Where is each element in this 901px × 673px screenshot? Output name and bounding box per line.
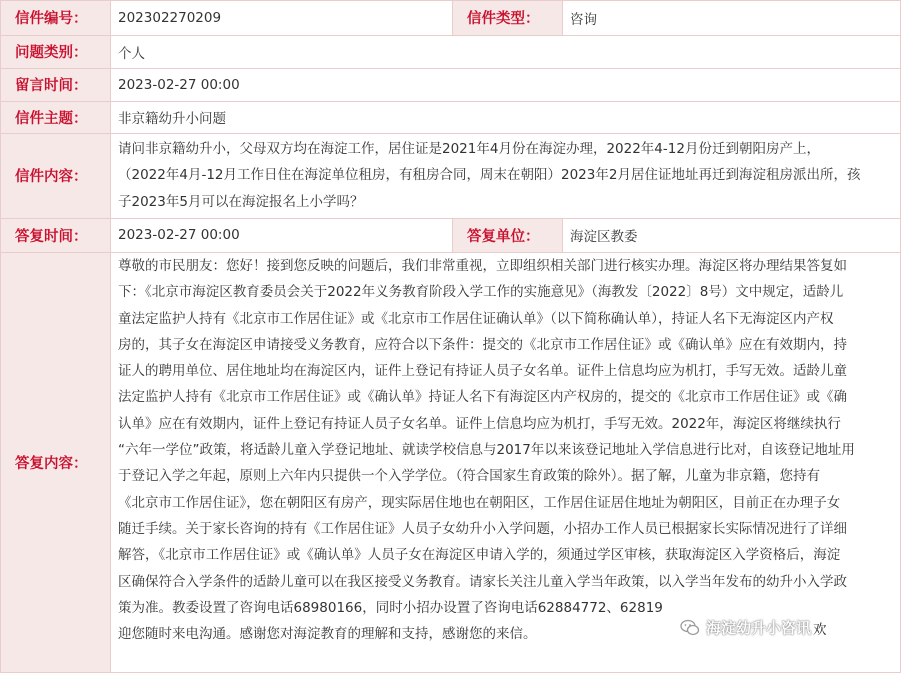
reply-line: 童法定监护人持有《北京市工作居住证》或《北京市工作居住证确认单》（以下简称确认单），持证人名下无海淀区内产权 — [118, 310, 834, 327]
reply-line: 《北京市工作居住证》，您在朝阳区有房产，现实际居住地也在朝阳区，工作居住证居住地址为朝阳区，目前正在办理子女 — [118, 494, 841, 511]
reply-line: 尊敬的市民朋友：您好！接到您反映的问题后，我们非常重视，立即组织相关部门进行核实办理。海淀区将办理结果答复如 — [118, 258, 847, 274]
letter-no-label: 信件编号： — [0, 0, 110, 35]
subject-label: 信件主题： — [0, 101, 110, 133]
reply-line: 区确保符合入学条件的适龄儿童可以在我区接受义务教育。请家长关注儿童入学当年政策，以入学当年发布的幼升小入学政 — [118, 573, 847, 590]
letter-type-label: 信件类型： — [452, 0, 562, 35]
reply-label: 答复内容： — [0, 252, 110, 673]
grid-line — [0, 101, 901, 102]
reply-line: 解答，《北京市工作居住证》或《确认单》人员子女在海淀区申请入学的，须通过学区审核，获取海淀区入学资格后，海淀 — [118, 547, 841, 564]
grid-line — [0, 35, 901, 36]
reply-line: 证人的聘用单位、居住地址均在海淀区内，证件上登记有持证人员子女名单。证件上信息均应为机打，手写无效。适龄儿童 — [118, 363, 847, 380]
content-label: 信件内容： — [0, 133, 110, 218]
reply-line: 策为准。教委设置了咨询电话68980166，同时小招办设置了咨询电话62884772、62819 — [118, 599, 663, 616]
grid-line — [0, 252, 901, 253]
reply-line: 于登记入学之年起，原则上六年内只提供一个入学学位。（符合国家生育政策的除外）。据了解，儿童为非京籍，您持有 — [118, 468, 820, 485]
reply-unit-value: 海淀区教委 — [562, 218, 901, 252]
reply-value — [110, 252, 901, 673]
grid-line — [0, 0, 1, 673]
content-line: 子2023年5月可以在海淀报名上小学吗？ — [118, 193, 364, 210]
content-value — [110, 133, 901, 218]
content-line: （2022年4月-12月工作日住在海淀单位租房，有租房合同，周末在朝阳）2023年2月居住证地址再迁到海淀租房派出所，孩 — [118, 167, 861, 184]
content-line: 请问非京籍幼升小，父母双方均在海淀工作，居住证是2021年4月份在海淀办理，2022年4-12月份迁到朝阳房产上， — [118, 141, 820, 157]
category-label: 问题类别： — [0, 35, 110, 68]
reply-unit-label: 答复单位： — [452, 218, 562, 252]
watermark — [680, 617, 827, 638]
reply-line: 法定监护人持有《北京市工作居住证》或《确认单》持证人名下有海淀区内产权房的，提交的《北京市工作居住证》或《确 — [118, 389, 847, 406]
grid-line — [0, 0, 901, 1]
letter-type-value: 咨询 — [562, 0, 901, 35]
reply-time-value: 2023-02-27 00:00 — [110, 218, 452, 252]
grid-line — [452, 218, 453, 252]
watermark-text: 海淀幼升小咨讯 — [706, 619, 812, 637]
subject-value: 非京籍幼升小问题 — [110, 101, 901, 133]
message-time-label: 留言时间： — [0, 68, 110, 101]
grid-line — [0, 68, 901, 69]
grid-line — [452, 0, 453, 35]
grid-line — [562, 0, 563, 35]
grid-line — [0, 133, 901, 134]
reply-line: 认单》应在有效期内，证件上登记有持证人员子女名单。证件上信息均应为机打，手写无效。2022年，海淀区将继续执行 — [118, 415, 841, 432]
reply-line: 迎您随时来电沟通。感谢您对海淀教育的理解和支持，感谢您的来信。 — [118, 626, 537, 643]
letter-no-value: 202302270209 — [110, 0, 452, 35]
watermark-tail: 欢 — [813, 621, 827, 638]
grid-line — [562, 218, 563, 252]
grid-line — [0, 218, 901, 219]
reply-line: “六年一学位”政策，将适龄儿童入学登记地址、就读学校信息与2017年以来该登记地址入学信息进行比对，自该登记地址用 — [118, 442, 855, 459]
reply-line: 下：《北京市海淀区教育委员会关于2022年义务教育阶段入学工作的实施意见》（海教发〔2022〕8号）文中规定，适龄儿 — [118, 284, 844, 301]
grid-line — [110, 0, 111, 673]
category-value: 个人 — [110, 35, 901, 68]
reply-line: 房的，其子女在海淀区申请接受义务教育，应符合以下条件：提交的《北京市工作居住证》或《确认单》应在有效期内，持 — [118, 336, 847, 353]
reply-line: 随迁手续。关于家长咨询的持有《工作居住证》人员子女幼升小入学问题，小招办工作人员已根据家长实际情况进行了详细 — [118, 520, 847, 537]
wechat-icon — [680, 619, 700, 637]
reply-time-label: 答复时间： — [0, 218, 110, 252]
message-time-value: 2023-02-27 00:00 — [110, 68, 901, 101]
